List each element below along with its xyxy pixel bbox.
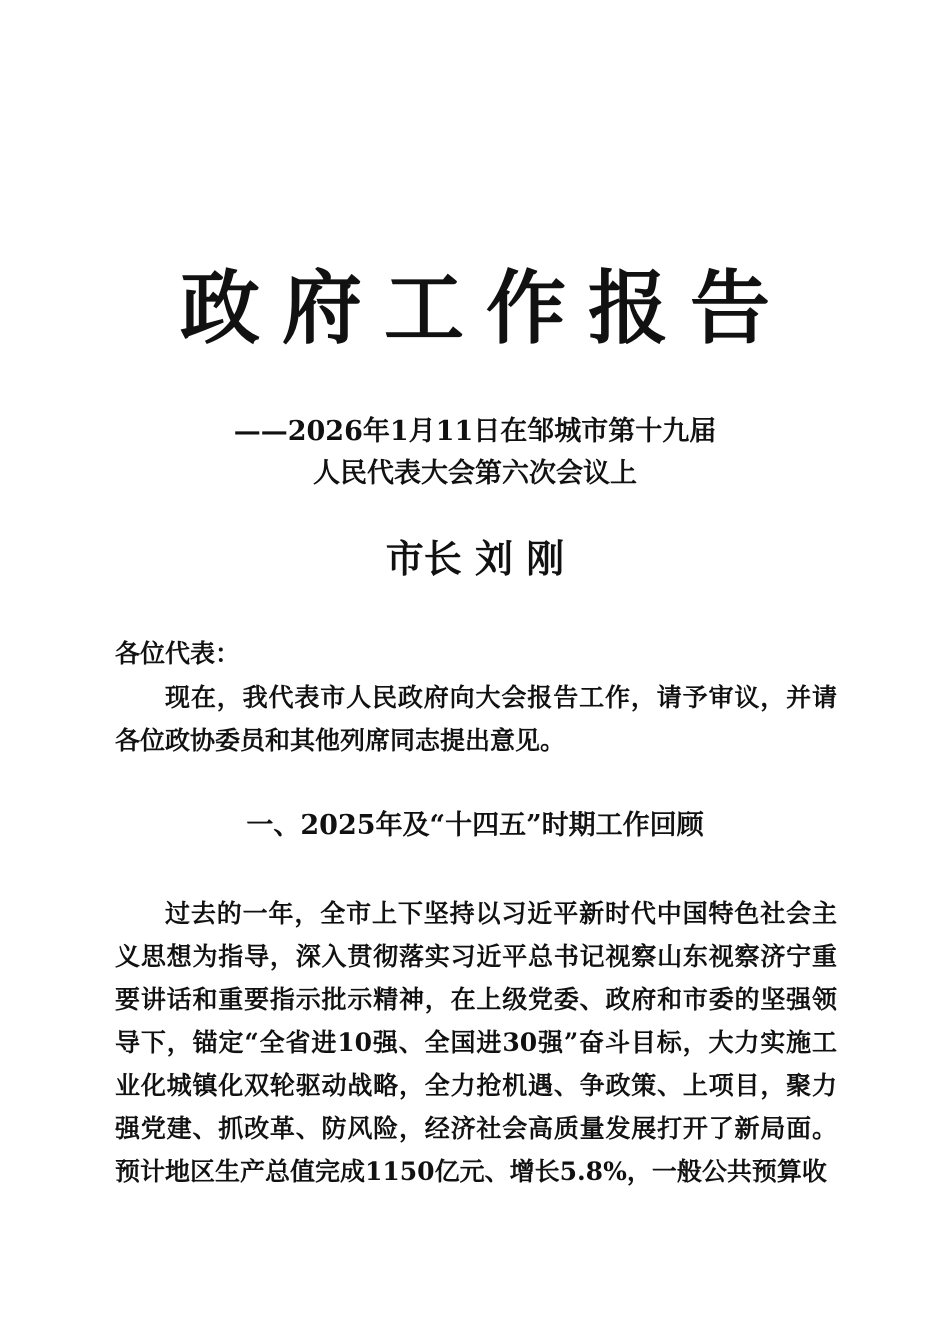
subtitle-line-1: ——2026年1月11日在邹城市第十九届 <box>233 416 717 447</box>
review-paragraph: 过去的一年，全市上下坚持以习近平新时代中国特色社会主义思想为指导，深入贯彻落实习近平总书记视察山东视察济宁重要讲话和重要指示批示精神，在上级党委、政府和市委的坚强领导下，锚定“全省进10强、全国进30强”奋斗目标，大力实施工业化城镇化双轮驱动战略，全力抢机遇、争政策、上项目，聚力强党建、抓改革、防风险，经济社会高质量发展打开了新局面。预计地区生产总值完成1150亿元、增长5.8%，一般公共预算收 <box>115 899 837 1186</box>
subtitle-line-2: 人民代表大会第六次会议上 <box>313 458 637 489</box>
section-heading: 一、2025年及“十四五”时期工作回顾 <box>246 810 704 841</box>
speaker-name: 市长 刘 刚 <box>385 536 565 581</box>
report-title: 政府工作报告 <box>180 261 792 355</box>
salutation: 各位代表： <box>115 639 241 668</box>
intro-paragraph: 现在，我代表市人民政府向大会报告工作，请予审议，并请各位政协委员和其他列席同志提出意见。 <box>115 683 837 755</box>
